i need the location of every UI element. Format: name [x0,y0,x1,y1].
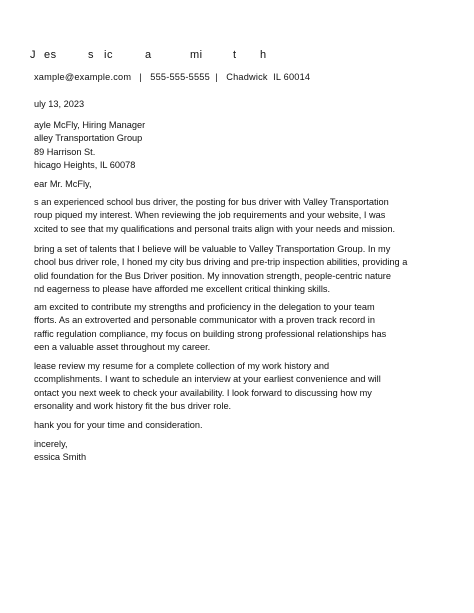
signature-name: essica Smith [34,452,87,463]
name-letter: J [30,49,36,61]
paragraph-line: ontact you next week to check your availability. I look forward to discussing how my [34,387,372,398]
name-letter: t [233,49,237,61]
recipient-line: hicago Heights, IL 60078 [34,160,136,171]
paragraph-line: olid foundation for the Bus Driver position. My innovation strength, people-centric nature [34,270,391,281]
paragraph-line: s an experienced school bus driver, the posting for bus driver with Valley Transportation [34,197,389,207]
name-letter: ic [104,49,113,61]
paragraph-line: am excited to contribute my strengths and proficiency in the delegation to your team [34,302,375,312]
paragraph-line: fforts. As an extroverted and personable communicator with a proven track record in [34,315,375,326]
paragraph-line: xcited to see that my qualifications and personal traits align with your needs and mission. [34,223,396,234]
paragraph-line: roup piqued my interest. When reviewing the job requirements and your website, I was [34,210,386,221]
body-paragraph-3 [34,301,386,355]
paragraph-line: een a valuable asset throughout my career. [34,342,211,353]
name-letter: a [145,49,152,61]
name-letter: mi [190,49,203,61]
paragraph-line: lease review my resume for a complete collection of my work history and [34,361,330,371]
recipient-line: ayle McFly, Hiring Manager [34,120,146,130]
paragraph-line: nd eagerness to please have afforded me excellent critical thinking skills. [34,284,331,295]
body-paragraph-4 [34,360,381,414]
paragraph-line: ccomplishments. I want to schedule an interview at your earliest convenience and will [34,374,381,385]
paragraph-line: bring a set of talents that I believe will be valuable to Valley Transportation Group. In my [34,244,391,254]
applicant-name [30,49,290,63]
paragraph-line: ersonality and work history fit the bus driver role. [34,401,232,412]
body-paragraph-1 [34,196,395,236]
valediction: incerely, [34,439,68,449]
paragraph-line: raffic regulation compliance, my focus on building strong professional relationships has [34,328,387,339]
name-letter: h [260,49,267,61]
name-letter: es [44,49,57,61]
thank-you-line: hank you for your time and consideration. [34,420,203,430]
paragraph-line: chool bus driver role, I honed my city bus driving and pre-trip inspection abilities, providing a [34,257,408,268]
recipient-line: alley Transportation Group [34,133,143,144]
letter-date: uly 13, 2023 [34,99,85,109]
name-letter: s [88,49,94,61]
body-paragraph-2 [34,243,407,297]
recipient-line: 89 Harrison St. [34,146,96,157]
recipient-address [34,119,145,173]
salutation: ear Mr. McFly, [34,179,92,189]
contact-line: xample@example.com | 555-555-5555 | Chadwick IL 60014 [34,72,311,82]
closing-block [34,438,86,465]
